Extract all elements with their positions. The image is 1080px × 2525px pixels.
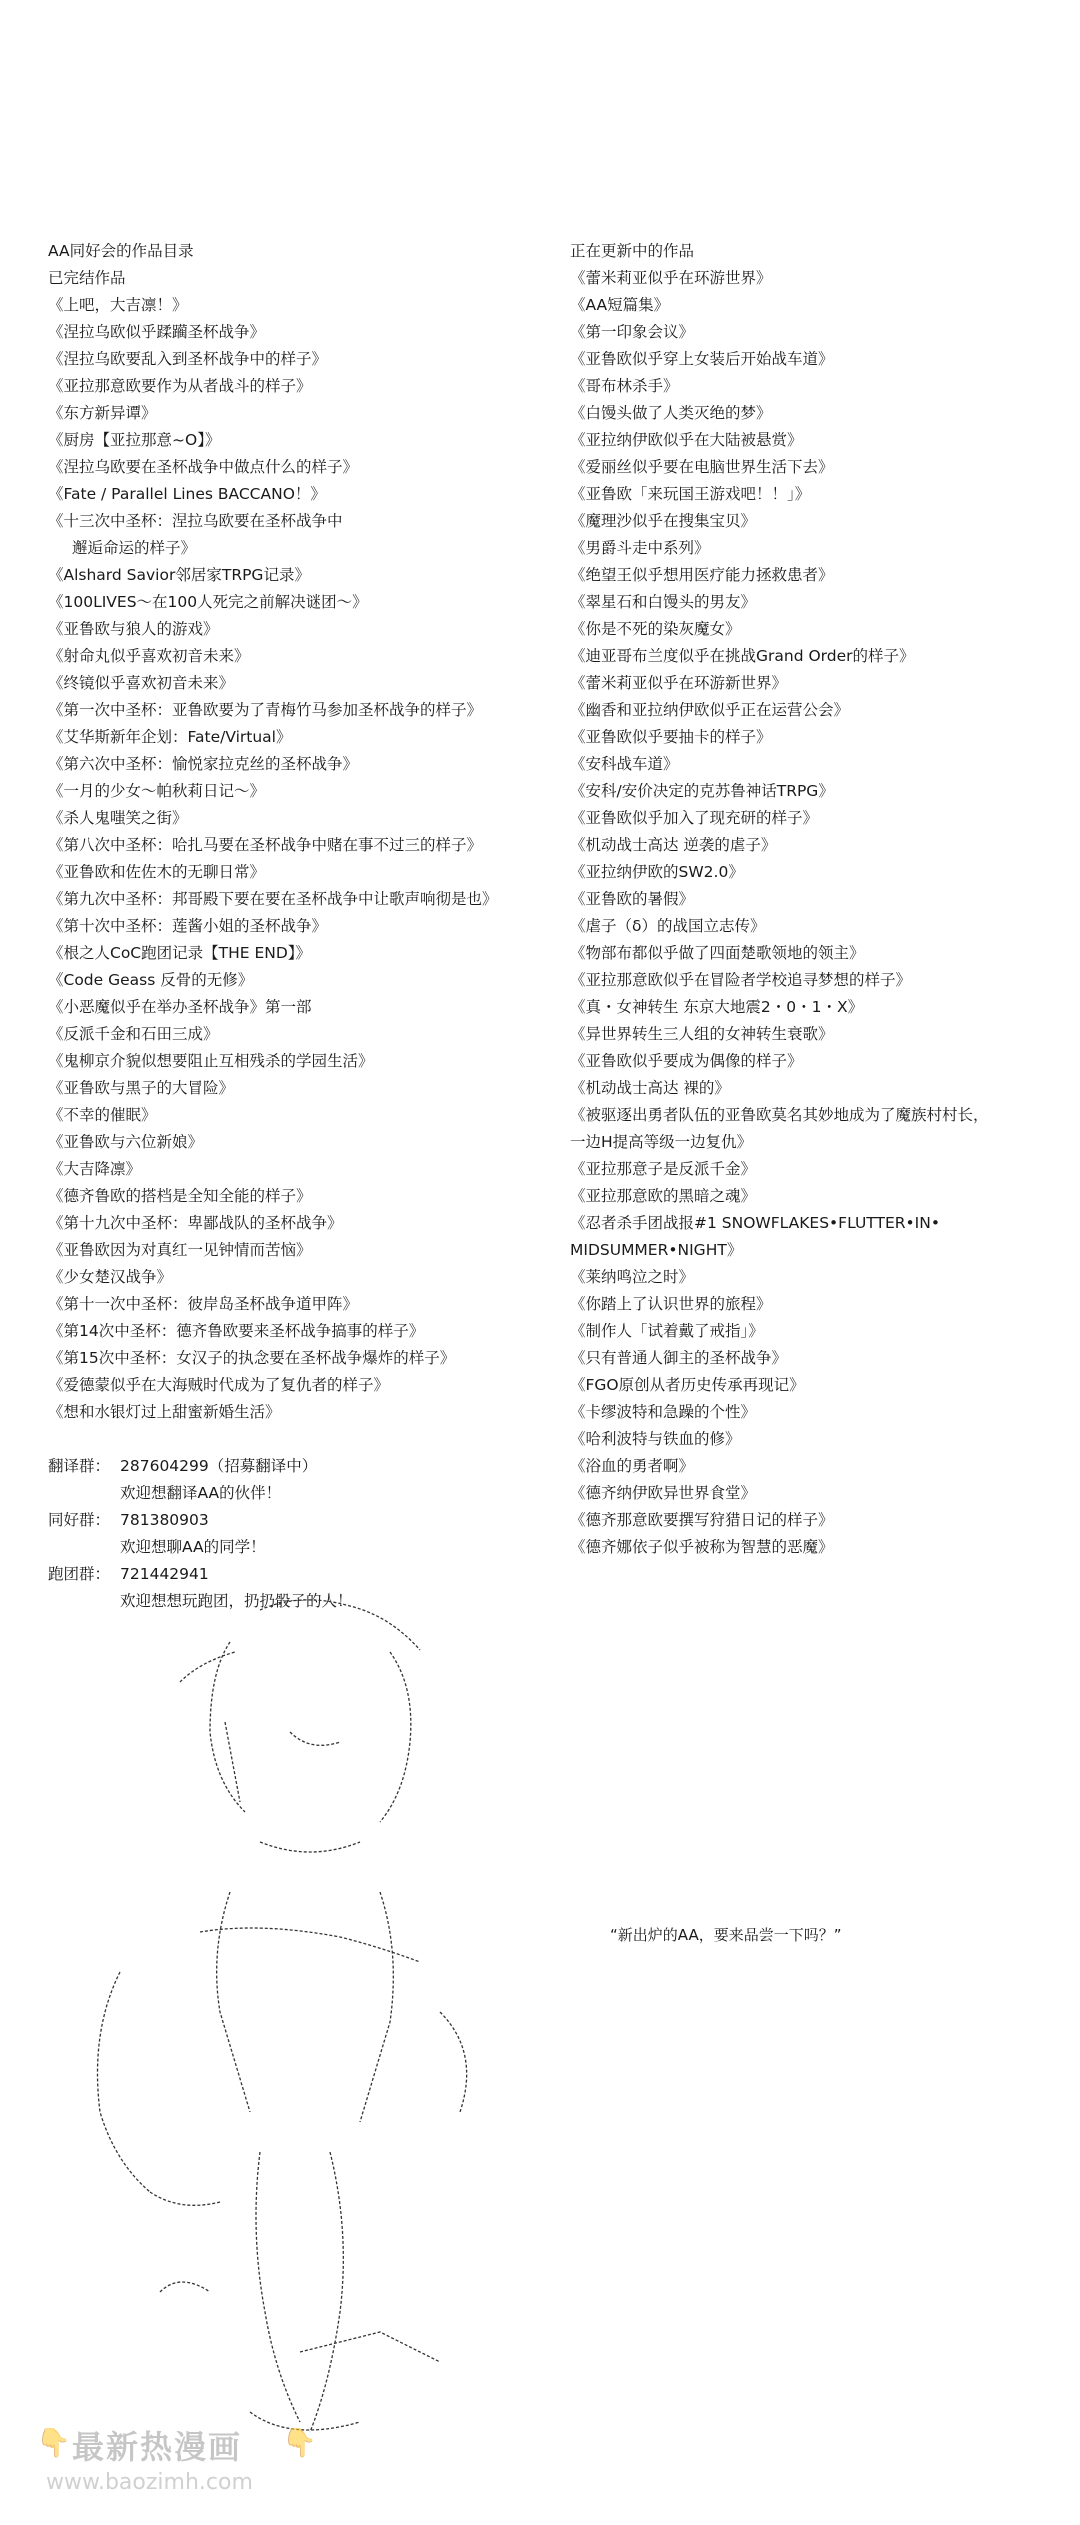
work-title: 《亚拉纳伊欧似乎在大陆被悬赏》 [570, 431, 803, 449]
work-title: 《第九次中圣杯：邦哥殿下要在要在圣杯战争中让歌声响彻是也》 [48, 890, 498, 908]
work-title: 《亚鲁欧似乎要抽卡的样子》 [570, 728, 772, 746]
work-title: 《爱德蒙似乎在大海贼时代成为了复仇者的样子》 [48, 1376, 390, 1394]
pointing-hand-icon: 👇 [282, 2426, 317, 2459]
work-title: 一边H提高等级一边复仇》 [570, 1133, 753, 1151]
work-title: 《制作人「试着戴了戒指」》 [570, 1322, 764, 1340]
group-description: 欢迎想想玩跑团，扔扔骰子的人！ [120, 1592, 353, 1610]
work-title: 《FGO原创从者历史传承再现记》 [570, 1376, 805, 1394]
work-title: 《第一印象会议》 [570, 323, 695, 341]
work-title: 《涅拉乌欧似乎蹂躏圣杯战争》 [48, 323, 266, 341]
work-title: 《第十一次中圣杯：彼岸岛圣杯战争道甲阵》 [48, 1295, 359, 1313]
work-title: 《根之人CoC跑团记录【THE END】》 [48, 944, 312, 962]
work-title: 《机动战士高达 裸的》 [570, 1079, 730, 1097]
work-title: 《想和水银灯过上甜蜜新婚生活》 [48, 1403, 281, 1421]
work-title: 《绝望王似乎想用医疗能力拯救患者》 [570, 566, 834, 584]
site-watermark [36, 2422, 366, 2502]
work-title: 《终镜似乎喜欢初音未来》 [48, 674, 235, 692]
work-title: 《亚拉那意欧似乎在冒险者学校追寻梦想的样子》 [570, 971, 912, 989]
work-title: 《哥布林杀手》 [570, 377, 679, 395]
group-number: 781380903 [120, 1511, 209, 1529]
work-title: 《涅拉乌欧要乱入到圣杯战争中的样子》 [48, 350, 328, 368]
work-title: 《德齐娜依子似乎被称为智慧的恶魔》 [570, 1538, 834, 1556]
watermark-url: www.baozimh.com [46, 2470, 253, 2495]
work-title: 《男爵斗走中系列》 [570, 539, 710, 557]
work-title: 《十三次中圣杯：涅拉乌欧要在圣杯战争中 [48, 512, 343, 530]
work-title: 《只有普通人御主的圣杯战争》 [570, 1349, 788, 1367]
work-title: 《白馒头做了人类灭绝的梦》 [570, 404, 772, 422]
work-title: 《迪亚哥布兰度似乎在挑战Grand Order的样子》 [570, 647, 915, 665]
work-title: 《亚鲁欧和佐佐木的无聊日常》 [48, 863, 266, 881]
work-title: 《一月的少女～帕秋莉日记～》 [48, 782, 266, 800]
work-title: 《艾华斯新年企划：Fate/Virtual》 [48, 728, 292, 746]
work-title: 《少女楚汉战争》 [48, 1268, 173, 1286]
work-title: 《你踏上了认识世界的旅程》 [570, 1295, 772, 1313]
group-info [48, 1453, 568, 1615]
work-title: 《厨房【亚拉那意~O】》 [48, 431, 221, 449]
group-row [48, 1561, 568, 1588]
work-title: 《魔理沙似乎在搜集宝贝》 [570, 512, 757, 530]
work-title: 《被驱逐出勇者队伍的亚鲁欧莫名其妙地成为了魔族村村长， [570, 1106, 989, 1124]
work-title: 《亚鲁欧因为对真红一见钟情而苦恼》 [48, 1241, 312, 1259]
work-title: 《第15次中圣杯：女汉子的执念要在圣杯战争爆炸的样子》 [48, 1349, 456, 1367]
work-title: 《涅拉乌欧要在圣杯战争中做点什么的样子》 [48, 458, 359, 476]
work-title: 《德齐那意欧要撰写狩猎日记的样子》 [570, 1511, 834, 1529]
work-title: 《亚拉那意欧的黑暗之魂》 [570, 1187, 757, 1205]
work-title: 《浴血的勇者啊》 [570, 1457, 695, 1475]
work-title: 《亚拉那意欧要作为从者战斗的样子》 [48, 377, 312, 395]
group-label: 翻译群： [48, 1457, 111, 1475]
work-title: 《哈利波特与铁血的修》 [570, 1430, 741, 1448]
group-label: 同好群： [48, 1511, 111, 1529]
work-title: 《反派千金和石田三成》 [48, 1025, 219, 1043]
pointing-hand-icon: 👇 [36, 2426, 71, 2459]
finished-works-list [48, 292, 568, 1426]
work-title: 《幽香和亚拉纳伊欧似乎正在运营公会》 [570, 701, 850, 719]
work-title: 《亚鲁欧与黑子的大冒险》 [48, 1079, 235, 1097]
work-title: 《亚鲁欧似乎加入了现充研的样子》 [570, 809, 819, 827]
work-title: 《第八次中圣杯：哈扎马要在圣杯战争中赌在事不过三的样子》 [48, 836, 483, 854]
work-title: 《上吧，大吉凛！》 [48, 296, 188, 314]
work-title: 《亚鲁欧的暑假》 [570, 890, 695, 908]
work-title: 《爱丽丝似乎要在电脑世界生活下去》 [570, 458, 834, 476]
work-title: 《蕾米莉亚似乎在环游世界》 [570, 269, 772, 287]
work-title: 《第14次中圣杯：德齐鲁欧要来圣杯战争搞事的样子》 [48, 1322, 425, 1340]
catalog-heading: AA同好会的作品目录 [48, 242, 194, 260]
group-row [48, 1507, 568, 1534]
work-title: 《真・女神转生 东京大地震2・0・1・X》 [570, 998, 864, 1016]
work-title: 《虐子（δ）的战国立志传》 [570, 917, 766, 935]
work-title: 《第十九次中圣杯：卑鄙战队的圣杯战争》 [48, 1214, 343, 1232]
right-column [570, 238, 1070, 1561]
work-title: 《物部布都似乎做了四面楚歌领地的领主》 [570, 944, 865, 962]
work-title: 《德齐纳伊欧异世界食堂》 [570, 1484, 757, 1502]
work-title: 《亚鲁欧与狼人的游戏》 [48, 620, 219, 638]
work-title: 《翠星石和白馒头的男友》 [570, 593, 757, 611]
work-title: MIDSUMMER•NIGHT》 [570, 1241, 743, 1259]
work-title: 《德齐鲁欧的搭档是全知全能的样子》 [48, 1187, 312, 1205]
work-title: 《异世界转生三人组的女神转生衰歌》 [570, 1025, 834, 1043]
group-row [48, 1453, 568, 1480]
ongoing-works-list [570, 265, 1070, 1561]
work-title: 《亚拉纳伊欧的SW2.0》 [570, 863, 744, 881]
work-title: 《第十次中圣杯：莲酱小姐的圣杯战争》 [48, 917, 328, 935]
work-title: 《机动战士高达 逆袭的虐子》 [570, 836, 777, 854]
work-title: 《不幸的催眠》 [48, 1106, 157, 1124]
work-title: 《亚鲁欧似乎穿上女装后开始战车道》 [570, 350, 834, 368]
work-title: 《大吉降凛》 [48, 1160, 142, 1178]
finished-heading: 已完结作品 [48, 269, 126, 287]
speech-quote: “新出炉的AA，要来品尝一下吗？” [610, 1926, 842, 1944]
work-title: 《第一次中圣杯：亚鲁欧要为了青梅竹马参加圣杯战争的样子》 [48, 701, 483, 719]
work-title: 《亚鲁欧「来玩国王游戏吧！！」》 [570, 485, 811, 503]
group-number: 721442941 [120, 1565, 209, 1583]
work-title: 《亚鲁欧与六位新娘》 [48, 1133, 204, 1151]
ongoing-heading: 正在更新中的作品 [570, 242, 695, 260]
group-description: 欢迎想聊AA的同学！ [120, 1538, 266, 1556]
group-label: 跑团群： [48, 1565, 111, 1583]
work-title: 《射命丸似乎喜欢初音未来》 [48, 647, 250, 665]
ascii-art-illustration [60, 1592, 580, 2472]
work-title: 《莱纳鸣泣之时》 [570, 1268, 695, 1286]
watermark-title: 最新热漫画 [72, 2428, 243, 2466]
work-title: 《鬼柳京介貌似想要阻止互相残杀的学园生活》 [48, 1052, 374, 1070]
work-title: 《蕾米莉亚似乎在环游新世界》 [570, 674, 788, 692]
work-title: 《卡缪波特和急躁的个性》 [570, 1403, 757, 1421]
work-title: 《安科战车道》 [570, 755, 679, 773]
work-title: 《Fate / Parallel Lines BACCANO！》 [48, 485, 326, 503]
work-title: 《Alshard Savior邻居家TRPG记录》 [48, 566, 310, 584]
group-number: 287604299（招募翻译中） [120, 1457, 318, 1475]
work-title: 《AA短篇集》 [570, 296, 670, 314]
work-title: 《东方新异谭》 [48, 404, 157, 422]
work-title: 《亚鲁欧似乎要成为偶像的样子》 [570, 1052, 803, 1070]
work-title: 《小恶魔似乎在举办圣杯战争》第一部 [48, 998, 312, 1016]
left-column [48, 238, 568, 1615]
spacer [48, 1426, 568, 1453]
work-title: 《杀人鬼嗤笑之街》 [48, 809, 188, 827]
work-title: 《第六次中圣杯：愉悦家拉克丝的圣杯战争》 [48, 755, 359, 773]
ascii-art-figure [60, 1592, 580, 2472]
work-title: 《Code Geass 反骨的无修》 [48, 971, 254, 989]
group-description: 欢迎想翻译AA的伙伴！ [120, 1484, 282, 1502]
work-title: 邂逅命运的样子》 [72, 539, 197, 557]
work-title: 《安科/安价决定的克苏鲁神话TRPG》 [570, 782, 834, 800]
work-title: 《忍者杀手团战报#1 SNOWFLAKES•FLUTTER•IN• [570, 1214, 940, 1232]
work-title: 《亚拉那意子是反派千金》 [570, 1160, 757, 1178]
work-title: 《100LIVES～在100人死完之前解决谜团～》 [48, 593, 368, 611]
work-title: 《你是不死的染灰魔女》 [570, 620, 741, 638]
